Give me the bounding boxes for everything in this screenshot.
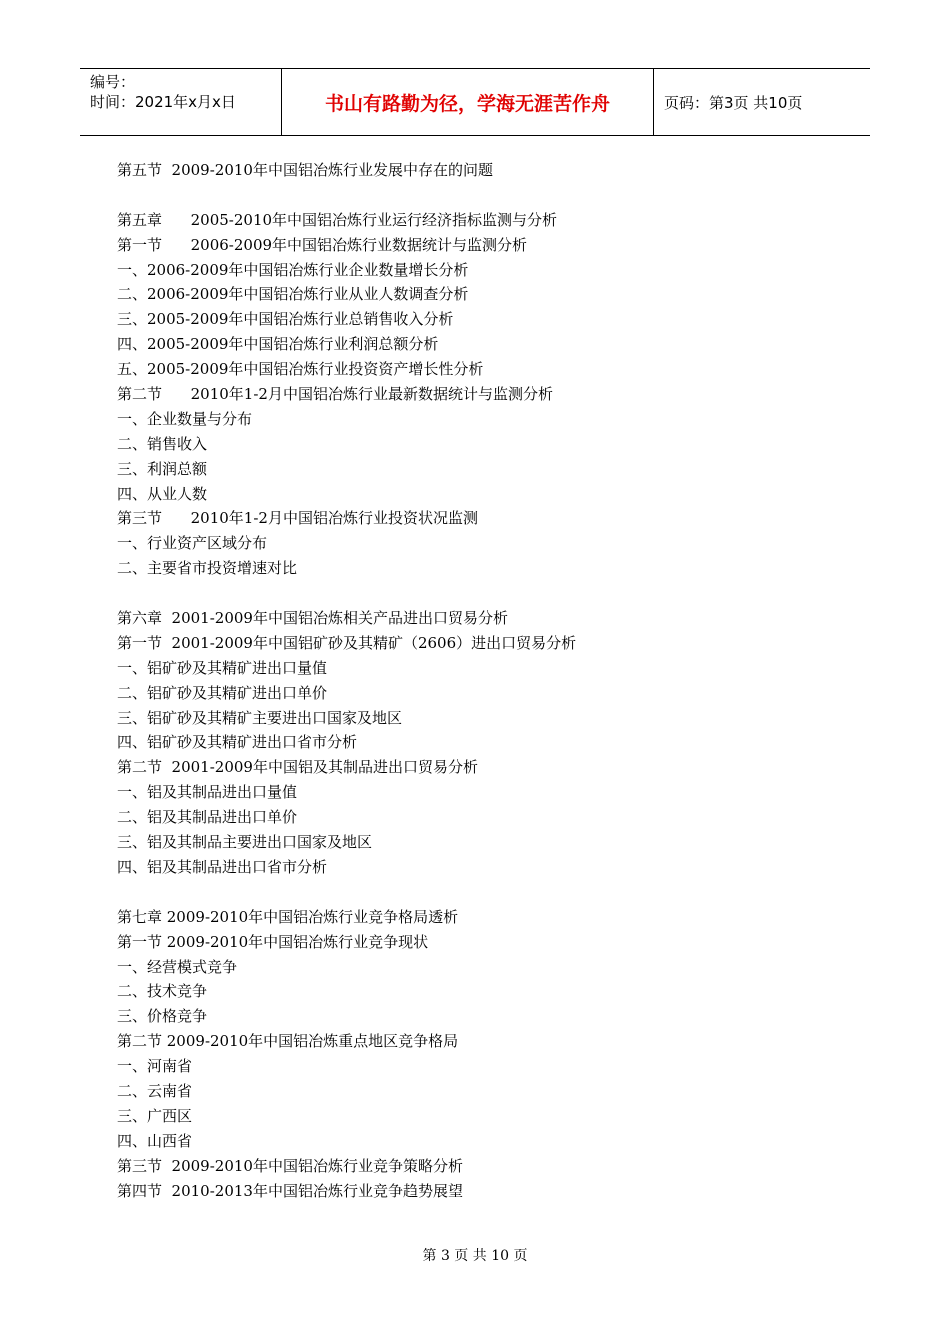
toc-entry: 四、2005-2009年中国铝冶炼行业利润总额分析 <box>117 335 439 354</box>
toc-entry: 四、从业人数 <box>117 484 208 503</box>
time-label: 时间：2021年x月x日 <box>90 93 236 111</box>
toc-entry: 四、铝及其制品进出口省市分析 <box>117 857 328 876</box>
table-of-contents <box>117 158 837 1203</box>
toc-entry: 第一节 2001-2009年中国铝矿砂及其精矿（2606）进出口贸易分析 <box>117 633 577 652</box>
header-motto: 书山有路勤为径，学海无涯苦作舟 <box>282 69 654 135</box>
toc-entry: 三、铝及其制品主要进出口国家及地区 <box>117 833 373 852</box>
toc-spacer <box>117 183 837 208</box>
toc-entry: 第二节 2010年1-2月中国铝冶炼行业最新数据统计与监测分析 <box>117 385 553 404</box>
toc-entry: 第五节 2009-2010年中国铝冶炼行业发展中存在的问题 <box>117 161 493 179</box>
toc-entry: 三、利润总额 <box>117 459 208 478</box>
toc-entry: 一、铝及其制品进出口量值 <box>117 783 298 802</box>
toc-entry: 二、铝及其制品进出口单价 <box>117 808 298 827</box>
number-label: 编号： <box>90 73 136 91</box>
toc-entry: 第三节 2009-2010年中国铝冶炼行业竞争策略分析 <box>117 1156 463 1175</box>
toc-entry: 第六章 2001-2009年中国铝冶炼相关产品进出口贸易分析 <box>117 609 508 628</box>
toc-entry: 四、铝矿砂及其精矿进出口省市分析 <box>117 733 358 752</box>
toc-entry: 二、销售收入 <box>117 434 208 453</box>
toc-entry: 第七章 2009-2010年中国铝冶炼行业竞争格局透析 <box>117 907 459 926</box>
toc-entry: 一、河南省 <box>117 1057 193 1076</box>
toc-entry: 三、价格竞争 <box>117 1007 208 1026</box>
toc-entry: 二、技术竞争 <box>117 982 208 1001</box>
toc-entry: 四、山西省 <box>117 1131 193 1150</box>
header-meta <box>80 69 282 135</box>
toc-entry: 第四节 2010-2013年中国铝冶炼行业竞争趋势展望 <box>117 1181 463 1200</box>
toc-entry: 一、行业资产区域分布 <box>117 534 268 553</box>
page-header <box>80 68 870 136</box>
toc-entry: 第一节 2009-2010年中国铝冶炼行业竞争现状 <box>117 932 429 951</box>
toc-entry: 二、主要省市投资增速对比 <box>117 559 298 578</box>
toc-entry: 一、企业数量与分布 <box>117 409 253 428</box>
page-footer: 第 3 页 共 10 页 <box>422 1248 528 1264</box>
toc-entry: 二、铝矿砂及其精矿进出口单价 <box>117 683 328 702</box>
toc-entry: 一、铝矿砂及其精矿进出口量值 <box>117 658 328 677</box>
toc-entry: 三、广西区 <box>117 1106 193 1125</box>
toc-entry: 第一节 2006-2009年中国铝冶炼行业数据统计与监测分析 <box>117 235 528 254</box>
toc-entry: 第三节 2010年1-2月中国铝冶炼行业投资状况监测 <box>117 509 478 528</box>
toc-spacer <box>117 581 837 606</box>
toc-entry: 三、铝矿砂及其精矿主要进出口国家及地区 <box>117 708 403 727</box>
toc-entry: 五、2005-2009年中国铝冶炼行业投资资产增长性分析 <box>117 360 484 379</box>
toc-spacer <box>117 880 837 905</box>
toc-entry: 第二节 2001-2009年中国铝及其制品进出口贸易分析 <box>117 758 478 777</box>
toc-entry: 三、2005-2009年中国铝冶炼行业总销售收入分析 <box>117 310 454 329</box>
header-page-code: 页码：第3页 共10页 <box>664 93 803 112</box>
toc-entry: 二、云南省 <box>117 1081 193 1100</box>
toc-entry: 第二节 2009-2010年中国铝冶炼重点地区竞争格局 <box>117 1032 459 1051</box>
toc-entry: 二、2006-2009年中国铝冶炼行业从业人数调查分析 <box>117 285 469 304</box>
toc-entry: 一、2006-2009年中国铝冶炼行业企业数量增长分析 <box>117 260 469 279</box>
toc-entry: 一、经营模式竞争 <box>117 957 238 976</box>
toc-entry: 第五章 2005-2010年中国铝冶炼行业运行经济指标监测与分析 <box>117 210 558 229</box>
